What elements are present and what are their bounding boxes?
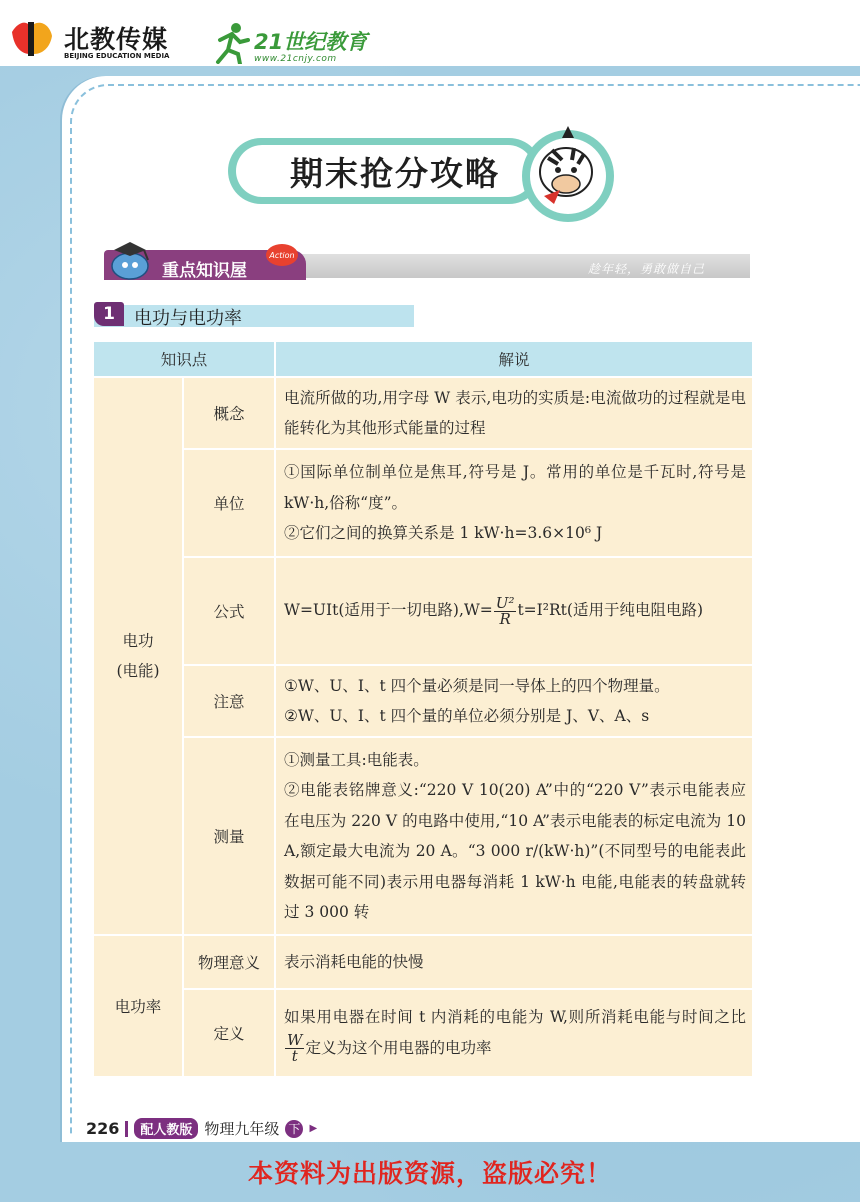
note-line-2: ②W、U、I、t 四个量的单位必须分别是 J、V、A、s (284, 707, 650, 725)
key-points-label: 重点知识屋 (162, 261, 247, 281)
key-points-slogan: 趁年轻，勇敢做自己 (588, 262, 706, 276)
row-text-measure (275, 737, 753, 935)
volume-badge: 下 (285, 1120, 303, 1138)
page-title: 期末抢分攻略 (290, 153, 500, 193)
table-row (93, 377, 753, 449)
definition-part-b: 定义为这个用电器的电功率 (305, 1038, 492, 1057)
brand-logo (210, 22, 380, 66)
table-row (93, 449, 753, 557)
row-text-concept: 电流所做的功,用字母 W 表示,电功的实质是:电流做功的过程就是电能转化为其他形式能量的过程 (275, 377, 753, 449)
topic-alt-name: (电能) (116, 662, 160, 680)
row-label-measure: 测量 (183, 737, 275, 935)
measure-line-2: ②电能表铭牌意义:“220 V 10(20) A”中的“220 V”表示电能表应在电压为 220 V 的电路中使用,“10 A”表示电能表的标定电流为 10 A,额定最大电流为 20 A。“3 000 r/(kW·h)”(不同型号的电能表此数据可能不同)表示用电器每消耗 1 kW·h 电能,电能表的转盘就转过 3 000 转 (284, 781, 747, 921)
subject-label: 物理九年级 (204, 1120, 280, 1138)
topic-electric-power: 电功率 (93, 935, 183, 1077)
definition-denominator: t (291, 1047, 298, 1065)
note-line-1: ①W、U、I、t 四个量必须是同一导体上的四个物理量。 (284, 676, 670, 695)
row-text-definition (275, 989, 753, 1077)
arrow-right-icon: ▶ (309, 1123, 318, 1134)
definition-fraction (285, 1033, 304, 1064)
table-row (93, 935, 753, 989)
publisher-subtitle: BEIJING EDUCATION MEDIA (64, 52, 170, 60)
formula-fraction (494, 593, 517, 628)
row-label-formula: 公式 (183, 557, 275, 665)
topic-name: 电功 (122, 632, 154, 650)
page-footer (86, 1118, 317, 1139)
table-row (93, 665, 753, 737)
row-label-note: 注意 (183, 665, 275, 737)
definition-part-a: 如果用电器在时间 t 内消耗的电能为 W,则所消耗电能与时间之比 (284, 1008, 747, 1026)
formula-part-a: W=UIt(适用于一切电路),W= (284, 601, 493, 620)
row-text-meaning: 表示消耗电能的快慢 (275, 935, 753, 989)
row-text-formula (275, 557, 753, 665)
header-knowledge-point: 知识点 (93, 341, 275, 377)
edition-badge: 配人教版 (134, 1118, 198, 1139)
page-number: 226 (86, 1119, 120, 1138)
row-label-unit: 单位 (183, 449, 275, 557)
topic-electric-work (93, 377, 183, 935)
footer-divider (125, 1121, 128, 1137)
section-number: 1 (94, 302, 124, 326)
publisher-logo (8, 18, 188, 62)
table-row (93, 557, 753, 665)
knowledge-table (92, 340, 754, 1078)
action-badge: Action (266, 244, 298, 266)
row-label-meaning: 物理意义 (183, 935, 275, 989)
table-header-row (93, 341, 753, 377)
unit-line-1: ①国际单位制单位是焦耳,符号是 J。常用的单位是千瓦时,符号是 kW·h,俗称“度”。 (284, 463, 747, 512)
copyright-warning: 本资料为出版资源，盗版必究！ (247, 1159, 612, 1188)
publisher-name: 北教传媒 (64, 25, 169, 54)
zebra-mascot-icon (514, 120, 620, 226)
table-row (93, 989, 753, 1077)
unit-line-2: ②它们之间的换算关系是 1 kW·h=3.6×10⁶ J (284, 524, 603, 543)
row-text-unit (275, 449, 753, 557)
definition-numerator: W (287, 1031, 303, 1049)
row-label-definition: 定义 (183, 989, 275, 1077)
formula-numerator: U² (495, 593, 515, 612)
runner-icon (210, 22, 250, 64)
brand-url: www.21cnjy.com (254, 54, 337, 64)
graduate-mascot-icon (104, 236, 162, 282)
formula-denominator: R (499, 609, 511, 628)
publisher-logo-icon (8, 18, 54, 58)
table-row (93, 737, 753, 935)
page-header (0, 0, 860, 66)
row-label-concept: 概念 (183, 377, 275, 449)
brand-name: 21世纪教育 (254, 30, 368, 54)
row-text-note (275, 665, 753, 737)
measure-line-1: ①测量工具:电能表。 (284, 750, 429, 769)
title-banner-inner (236, 145, 534, 197)
section-title: 电功与电功率 (134, 308, 242, 329)
header-explanation: 解说 (275, 341, 753, 377)
formula-part-b: t=I²Rt(适用于纯电阻电路) (517, 601, 703, 620)
